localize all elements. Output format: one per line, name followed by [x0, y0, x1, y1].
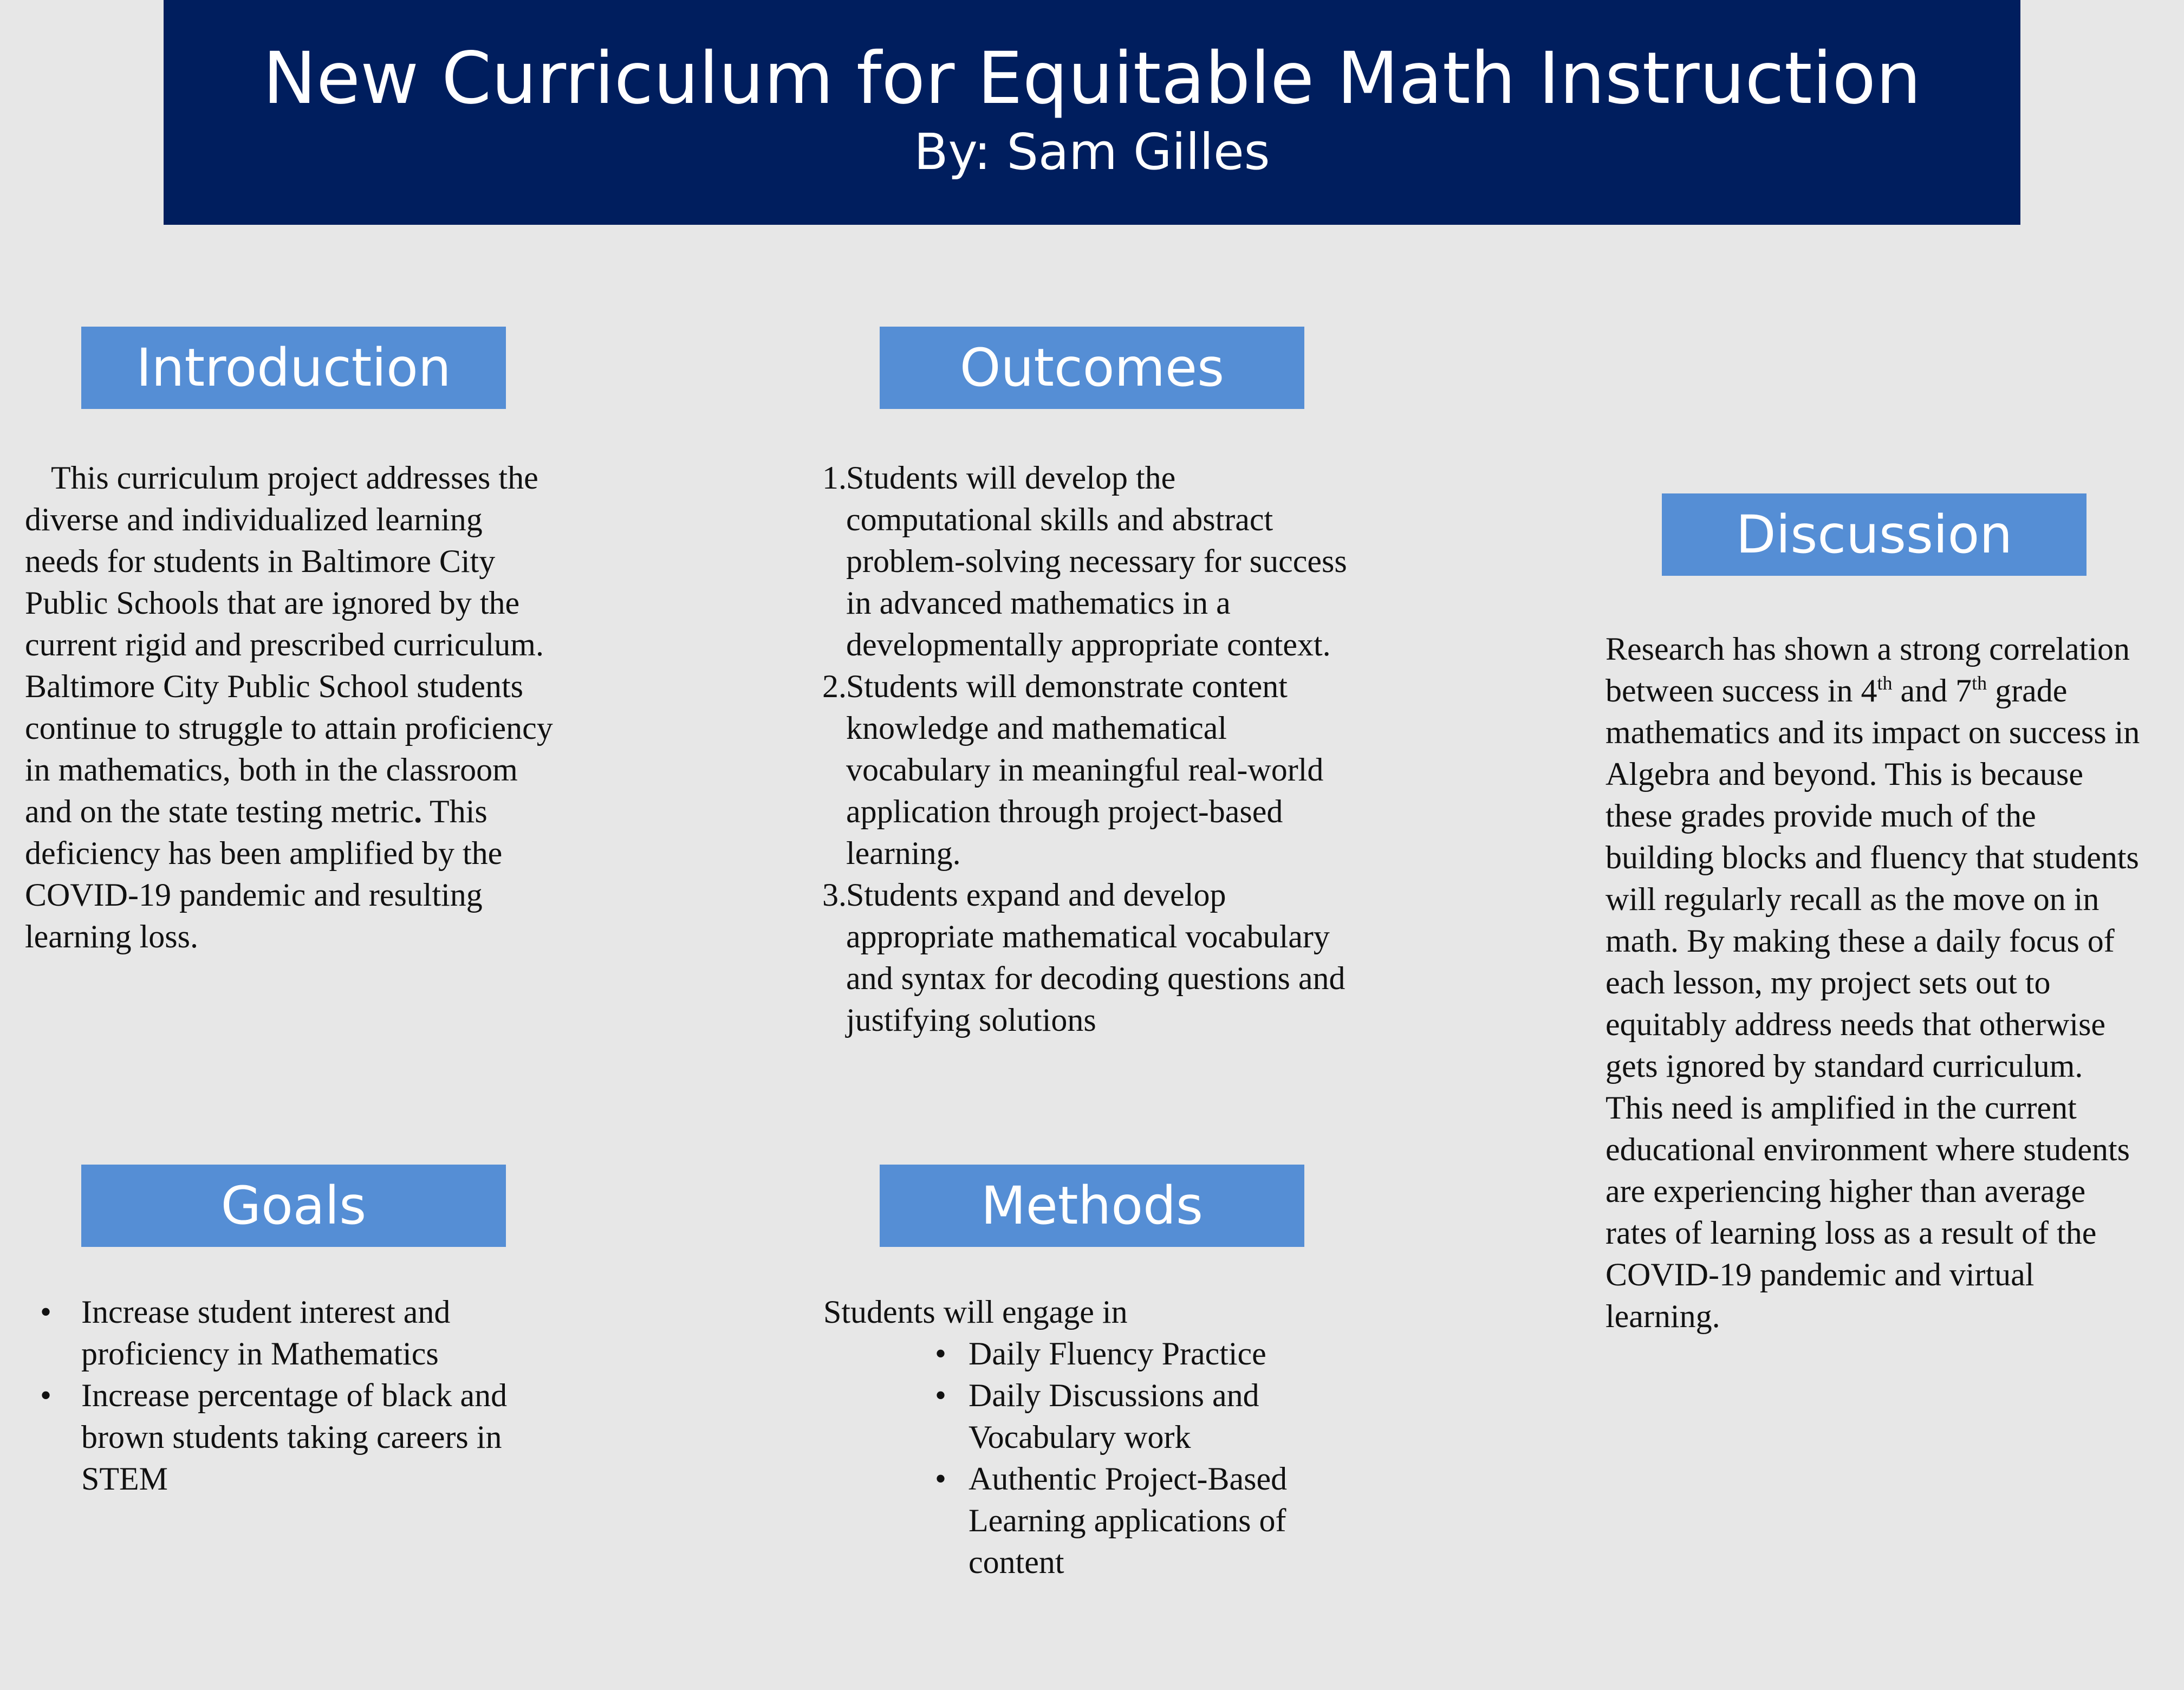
introduction-body	[25, 457, 561, 958]
outcome-item-1	[822, 457, 1364, 666]
introduction-text-2: This deficiency has been amplified by the COVID-19 pandemic and resulting learning loss.	[25, 794, 503, 954]
discussion-text-1: Research has shown a strong correlation between success in 4	[1606, 631, 2130, 708]
outcome-text: Students will develop the computational skills and abstract problem-solving necessary for success in advanced mathematics in a developmentally appropriate context.	[846, 460, 1347, 662]
goals-heading: Goals	[81, 1165, 506, 1247]
goal-item-2	[25, 1375, 561, 1500]
bullet-icon: •	[935, 1461, 947, 1497]
discussion-heading: Discussion	[1662, 493, 2086, 576]
methods-heading: Methods	[880, 1165, 1304, 1247]
methods-list	[823, 1333, 1365, 1583]
discussion-text-2: and 7	[1892, 673, 1972, 708]
poster-title: New Curriculum for Equitable Math Instruction	[263, 37, 1921, 120]
outcome-text: Students will demonstrate content knowledge and mathematical vocabulary in meaningful real-world application through project-based learning.	[846, 668, 1324, 871]
outcome-text: Students expand and develop appropriate mathematical vocabulary and syntax for decoding questions and justifying solutions	[846, 877, 1346, 1038]
introduction-bold-period: .	[414, 794, 422, 829]
bullet-icon: •	[935, 1336, 947, 1372]
outcome-number: 3.	[822, 877, 847, 913]
method-item-2	[935, 1375, 1365, 1458]
outcome-item-2	[822, 666, 1364, 874]
bullet-icon: •	[40, 1294, 52, 1330]
superscript-th: th	[1972, 672, 1987, 694]
methods-body	[823, 1291, 1365, 1583]
method-text: Daily Fluency Practice	[968, 1336, 1266, 1372]
introduction-text-1: This curriculum project addresses the diverse and individualized learning needs for students in Baltimore City Public Schools that are ignored by the current rigid and prescribed curriculum. Baltimore City Public School students continue to struggle to attain proficiency in mathematics, both in the classroom and on the state testing metric	[25, 460, 553, 829]
poster-author: By: Sam Gilles	[914, 123, 1270, 181]
outcome-item-3	[822, 874, 1364, 1041]
bullet-icon: •	[40, 1377, 52, 1413]
goal-text: Increase percentage of black and brown students taking careers in STEM	[81, 1377, 508, 1497]
goals-list	[25, 1291, 561, 1500]
introduction-heading: Introduction	[81, 327, 506, 409]
goal-text: Increase student interest and proficiency in Mathematics	[81, 1294, 451, 1372]
bullet-icon: •	[935, 1377, 947, 1413]
goals-body	[25, 1291, 561, 1500]
discussion-body	[1606, 628, 2147, 1337]
outcome-number: 1.	[822, 460, 847, 496]
method-text: Daily Discussions and Vocabulary work	[968, 1377, 1259, 1455]
outcomes-list	[822, 457, 1364, 1041]
superscript-th: th	[1877, 672, 1893, 694]
methods-intro: Students will engage in	[823, 1294, 1128, 1330]
method-text: Authentic Project-Based Learning applications of content	[968, 1461, 1288, 1580]
outcomes-heading: Outcomes	[880, 327, 1304, 409]
discussion-paragraph	[1606, 628, 2147, 1337]
title-banner	[164, 0, 2020, 225]
method-item-1	[935, 1333, 1365, 1375]
introduction-paragraph	[25, 457, 561, 958]
goal-item-1	[25, 1291, 561, 1375]
outcomes-body	[822, 457, 1364, 1041]
outcome-number: 2.	[822, 668, 847, 704]
method-item-3	[935, 1458, 1365, 1583]
discussion-text-3: grade mathematics and its impact on success in Algebra and beyond. This is because these grades provide much of the building blocks and fluency that students will regularly recall as the move on in math. By making these a daily focus of each lesson, my project sets out to equitably address needs that otherwise gets ignored by standard curriculum. This need is amplified in the current educational environment where students are experiencing higher than average rates of learning loss as a result of the COVID-19 pandemic and virtual learning.	[1606, 673, 2140, 1334]
